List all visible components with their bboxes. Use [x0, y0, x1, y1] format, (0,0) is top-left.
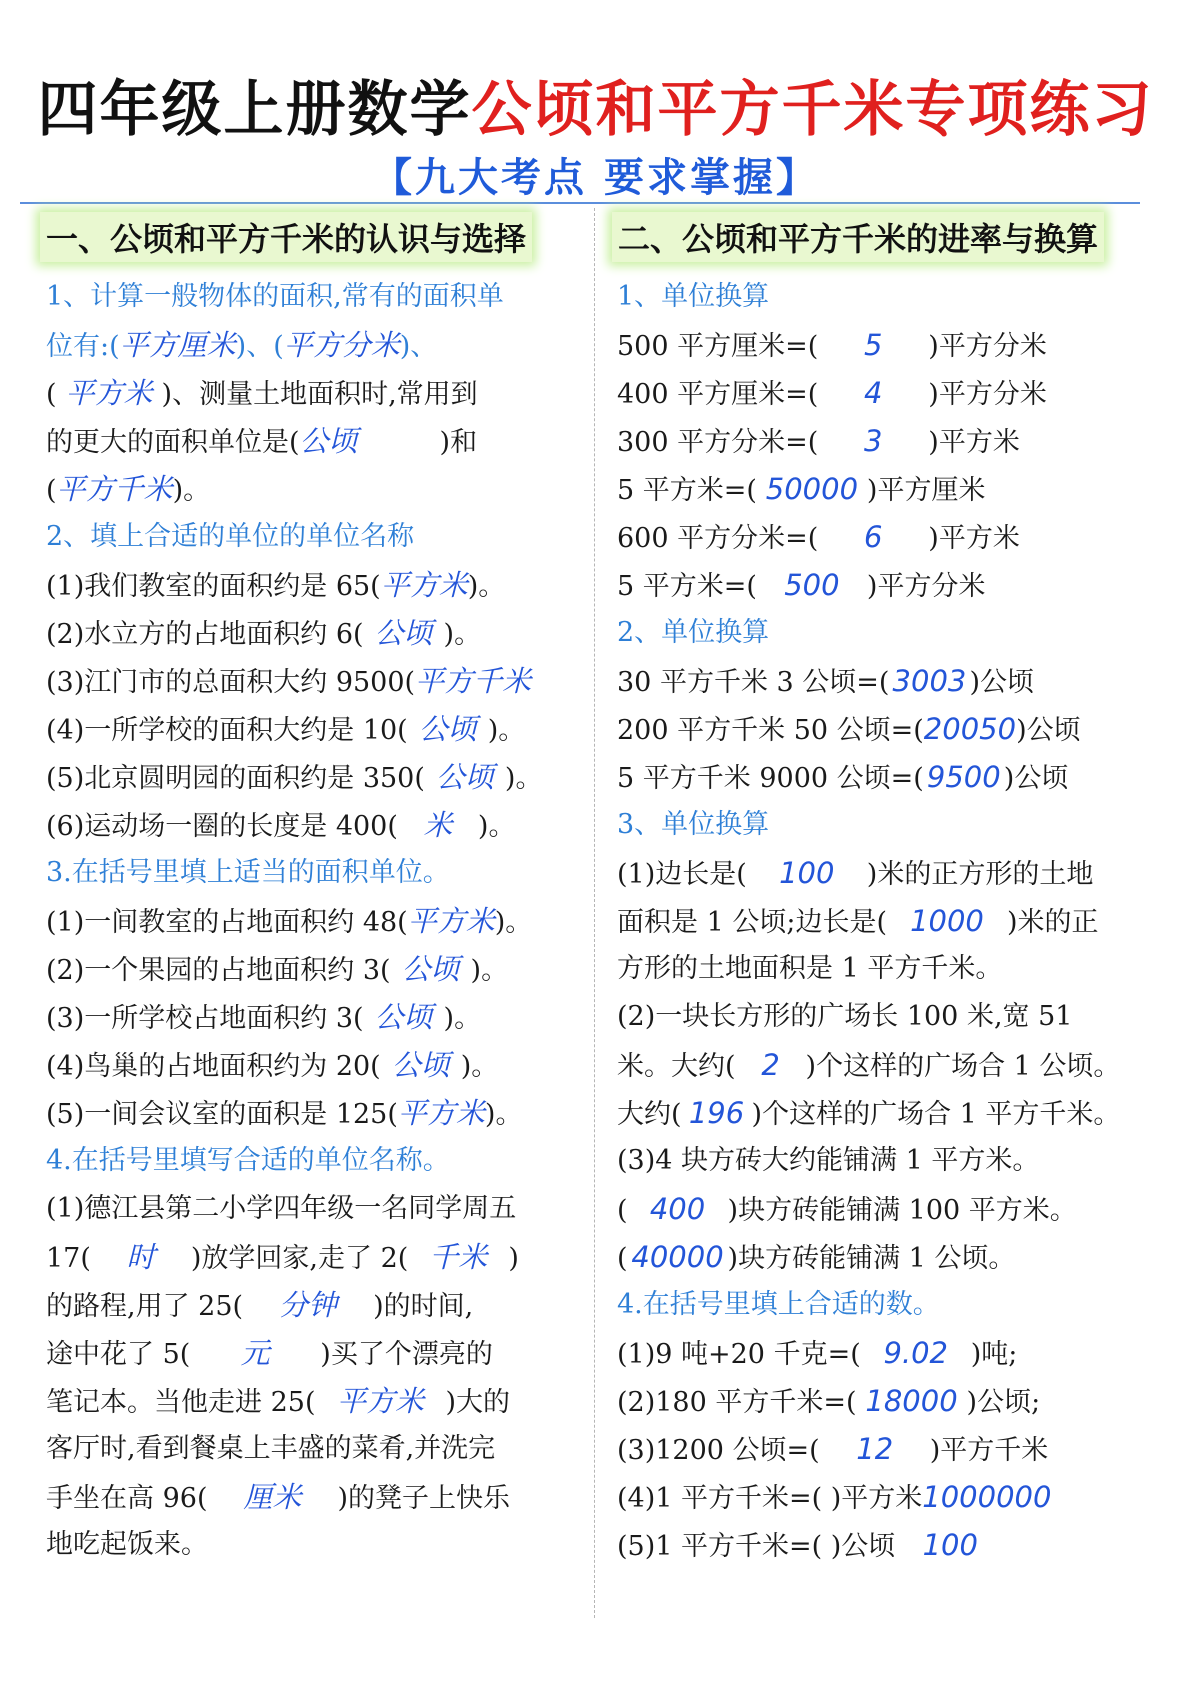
q1-line-2: 位有:(平方厘米)、(平方分米)、	[46, 328, 438, 362]
s3-line-2: 面积是 1 公顷;边长是( 1000 )米的正	[617, 904, 1099, 938]
s3-line-8: ( 400 )块方砖能铺满 100 平方米。	[617, 1192, 1077, 1226]
exercise-line: (2)水立方的占地面积约 6( 公顷 )。	[46, 616, 482, 650]
exercise-line: 500 平方厘米=( 5 )平方分米	[617, 328, 1047, 362]
page-subtitle: 【九大考点 要求掌握】	[372, 155, 819, 201]
answer: 分钟	[279, 1288, 338, 1322]
answer: 公顷	[435, 760, 494, 794]
answer: 平方千米	[56, 472, 173, 506]
s3-title: 3、单位换算	[617, 809, 770, 840]
answer: 40000	[631, 1240, 724, 1274]
answer: 9.02	[883, 1336, 949, 1370]
answer: 元	[240, 1336, 270, 1370]
q1-line-4: 的更大的面积单位是(公顷 )和	[46, 424, 478, 458]
exercise-line: (4)一所学校的面积大约是 10( 公顷 )。	[46, 712, 526, 746]
exercise-line: (6)运动场一圈的长度是 400( 米 )。	[46, 808, 516, 842]
header-divider	[20, 202, 1140, 204]
answer: 50000	[765, 472, 859, 506]
exercise-line: 400 平方厘米=( 4 )平方分米	[617, 376, 1047, 410]
s3-line-3: 方形的土地面积是 1 平方千米。	[617, 953, 1003, 984]
answer: 平方分米	[283, 328, 400, 362]
exercise-line: (3)江门市的总面积大约 9500(平方千米	[46, 664, 532, 698]
exercise-line: (4)鸟巢的占地面积约为 20( 公顷 )。	[46, 1048, 499, 1082]
exercise-line: 300 平方分米=( 3 )平方米	[617, 424, 1020, 458]
answer: 2	[761, 1048, 780, 1082]
column-divider	[594, 208, 595, 1618]
answer: 18000	[865, 1384, 958, 1418]
exercise-line: 200 平方千米 50 公顷=(20050)公顷	[617, 712, 1081, 746]
s3-line-6: 大约( 196 )个这样的广场合 1 平方千米。	[617, 1096, 1121, 1130]
q1-line-3: ( 平方米 )、测量土地面积时,常用到	[46, 376, 478, 410]
q2-title: 2、填上合适的单位的单位名称	[46, 521, 415, 552]
s4-title: 4.在括号里填上合适的数。	[617, 1289, 940, 1320]
answer: 米	[423, 808, 453, 842]
exercise-line: (3)1200 公顷=( 12 )平方千米	[617, 1432, 1049, 1466]
s1-title: 1、单位换算	[617, 281, 770, 312]
q4-title: 4.在括号里填写合适的单位名称。	[46, 1145, 450, 1176]
answer: 公顷	[299, 424, 358, 458]
answer: 公顷	[374, 616, 433, 650]
answer: 100	[922, 1528, 978, 1562]
q4-line-3: 的路程,用了 25( 分钟 )的时间,	[46, 1288, 474, 1322]
answer: 12	[856, 1432, 894, 1466]
exercise-line: (1)我们教室的面积约是 65(平方米)。	[46, 568, 506, 602]
q4-line-8: 地吃起饭来。	[46, 1529, 208, 1560]
exercise-line: (3)一所学校占地面积约 3( 公顷 )。	[46, 1000, 482, 1034]
answer: 公顷	[391, 1048, 450, 1082]
s3-line-7: (3)4 块方砖大约能铺满 1 平方米。	[617, 1145, 1040, 1176]
q4-line-7: 手坐在高 96( 厘米 )的凳子上快乐	[46, 1480, 511, 1514]
answer: 100	[779, 856, 835, 890]
answer: 5	[864, 328, 883, 362]
s2-title: 2、单位换算	[617, 617, 770, 648]
title-part-1: 四年级上册数学	[37, 75, 472, 145]
exercise-line: (4)1 平方千米=( )平方米1000000	[617, 1480, 1052, 1514]
q3-title: 3.在括号里填上适当的面积单位。	[46, 857, 450, 888]
answer: 公顷	[374, 1000, 433, 1034]
answer: 3003	[892, 664, 967, 698]
exercise-line: 600 平方分米=( 6 )平方米	[617, 520, 1020, 554]
left-section-heading: 一、公顷和平方千米的认识与选择	[40, 212, 532, 262]
answer: 平方米	[397, 1096, 485, 1130]
answer: 平方千米	[415, 664, 532, 698]
answer: 196	[688, 1096, 745, 1130]
exercise-line: 30 平方千米 3 公顷=( 3003 )公顷	[617, 664, 1034, 698]
answer: 时	[126, 1240, 156, 1274]
answer: 20050	[923, 712, 1017, 746]
exercise-line: 5 平方米=( 500 )平方分米	[617, 568, 986, 602]
q4-line-4: 途中花了 5( 元 )买了个漂亮的	[46, 1336, 493, 1370]
answer: 500	[784, 568, 840, 602]
answer: 千米	[429, 1240, 488, 1274]
exercise-line: (5)1 平方千米=( )公顷 100	[617, 1528, 1005, 1564]
exercise-line: 5 平方米=( 50000 )平方厘米	[617, 472, 986, 506]
q1-line-5: (平方千米)。	[46, 472, 211, 506]
page-title	[0, 62, 1191, 148]
answer: 1000	[910, 904, 984, 938]
exercise-line: (2)180 平方千米=( 18000 )公顷;	[617, 1384, 1041, 1418]
exercise-line: 5 平方千米 9000 公顷=( 9500 )公顷	[617, 760, 1069, 794]
q4-line-5: 笔记本。当他走进 25( 平方米 )大的	[46, 1384, 511, 1418]
answer: 平方米	[336, 1384, 424, 1418]
answer: 平方厘米	[119, 328, 236, 362]
answer: 4	[864, 376, 883, 410]
exercise-line: (1)一间教室的占地面积约 48(平方米)。	[46, 904, 533, 938]
exercise-line: (5)北京圆明园的面积约是 350( 公顷 )。	[46, 760, 543, 794]
answer: 公顷	[401, 952, 460, 986]
s3-line-4: (2)一块长方形的广场长 100 米,宽 51	[617, 1001, 1073, 1032]
s3-line-9: ( 40000 )块方砖能铺满 1 公顷。	[617, 1240, 1016, 1274]
answer: 平方米	[65, 376, 153, 410]
title-part-2: 公顷和平方千米专项练习	[471, 75, 1154, 145]
answer: 厘米	[243, 1480, 302, 1514]
answer: 6	[864, 520, 883, 554]
answer: 9500	[926, 760, 1001, 794]
exercise-line: (5)一间会议室的面积是 125(平方米)。	[46, 1096, 523, 1130]
q4-line-1: (1)德江县第二小学四年级一名同学周五	[46, 1193, 517, 1224]
right-section-heading: 二、公顷和平方千米的进率与换算	[612, 212, 1104, 262]
exercise-line: (1)9 吨+20 千克=( 9.02 )吨;	[617, 1336, 1018, 1370]
answer: 平方米	[380, 568, 468, 602]
s3-line-1: (1)边长是( 100 )米的正方形的土地	[617, 856, 1094, 890]
q4-line-6: 客厅时,看到餐桌上丰盛的菜肴,并洗完	[46, 1433, 496, 1464]
answer: 1000000	[922, 1480, 1052, 1514]
q4-line-2: 17( 时 )放学回家,走了 2( 千米 )	[46, 1240, 519, 1274]
s3-line-5: 米。大约( 2 )个这样的广场合 1 公顷。	[617, 1048, 1121, 1082]
answer: 3	[864, 424, 883, 458]
answer: 公顷	[418, 712, 477, 746]
exercise-line: (2)一个果园的占地面积约 3( 公顷 )。	[46, 952, 509, 986]
answer: 400	[649, 1192, 706, 1226]
q1-title: 1、计算一般物体的面积,常有的面积单	[46, 281, 504, 312]
answer: 平方米	[407, 904, 495, 938]
